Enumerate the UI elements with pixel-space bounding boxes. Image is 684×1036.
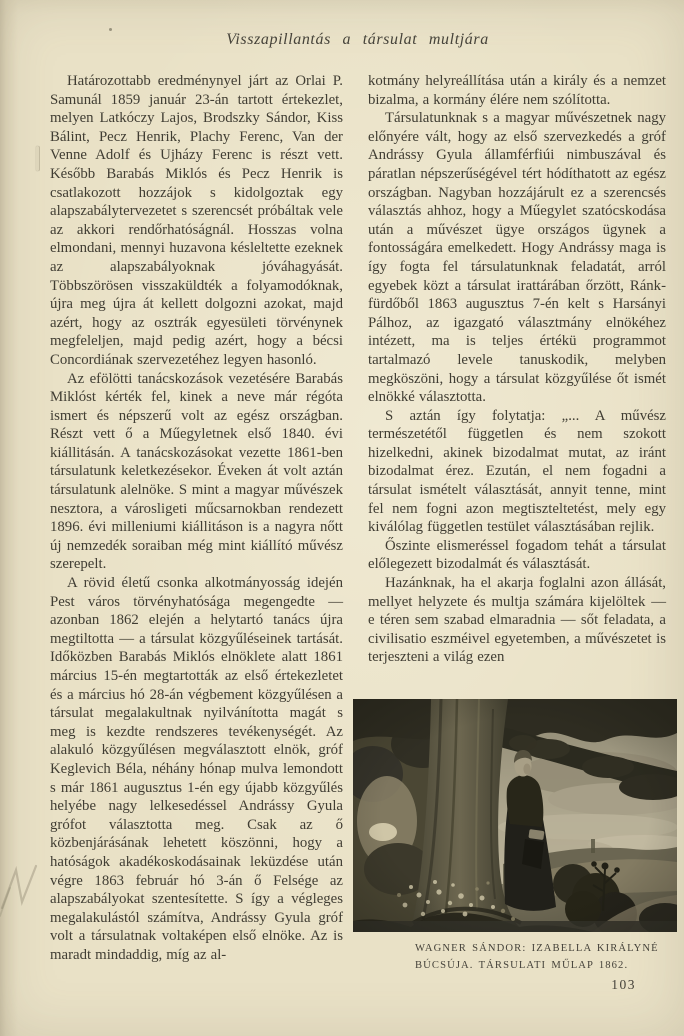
corner-pencil-mark	[0, 858, 42, 922]
paragraph: Társulatunknak s a magyar művészetnek nagy előnyére vált, hogy az első szervezkedés a gróf Andrássy Gyula államférfiúi nimbuszával és páratlan népszerűségével tért hódíthatott az egész országban. Nagyban hozzájárult ez a szerencsés választás ahhoz, hogy a Műegylet szatócskodása után a művészet ügye országos ügynek a fontosságára emelkedett. Hogy Andrássy maga is így fogta fel társulatunknak feladatát, arról egyebek közt a társulat irattárában őrzött, Ránk-fürdőből 1863 augusztus 7-én kelt s Harsányi Pálhoz, az igazgató választmány elnökéhez intézett, ma is teljes értékü programmot tartalmazó levele tanuskodik, melyben megköszöni, hogy a társulat közgyűlése őt ismét elnökké választotta.	[368, 110, 666, 406]
page-title: Visszapillantás a társulat multjára	[226, 31, 489, 48]
right-text-column	[368, 72, 666, 667]
page-number: 103	[611, 977, 636, 992]
figure-caption: WAGNER SÁNDOR: IZABELLA KIRÁLYNÉ BÚCSÚJA. TÁRSULATI MŰLAP 1862.	[415, 943, 659, 971]
ink-speck	[109, 28, 112, 31]
paragraph: S aztán így folytatja: „... A művész természetétől független és nem szokott hizelkedni, akinek bizodalmat mutat, az iránt bizodalmat érez. Ezután, el nem fogadni a társulat ismételt választását, annyit tenne, mint fel nem fogni azon megtiszteltetést, mely egy kiválólag független testület választásában rejlik.	[368, 407, 666, 536]
paragraph: Hazánknak, ha el akarja foglalni azon állását, mellyet helyzete és multja számára kijelöltek — e téren sem szabad elmaradnia — sőt feladata, a civilisatio eszméivel egyetemben, a művészetet is terjeszteni a világ ezen	[368, 575, 666, 666]
paragraph: Őszinte elismeréssel fogadom tehát a társulat előlegezett bizodalmát és választását.	[368, 537, 666, 573]
left-text-column	[50, 72, 343, 965]
paragraph: Határozottabb eredménynyel járt az Orlai P. Samunál 1859 január 23-án tartott értekezlet, melyen Latkóczy Lajos, Brodszky Sándor, Kiss Bálint, Pecz Henrik, Plachy Ferenc, Van der Venne Adolf és Ujházy Ferenc is részt vett. Később Barabás Miklós és Pecz Henrik is csatlakozott hozzájok s kidolgoztak egy alapszabálytervezetet s szerencsét próbáltak vele az akkori rendőrhatóságnál. Hosszas volna elmondani, mennyi huzavona késleltette ezeknek az alapszabályoknak jóváhagyását. Többszörösen visszaküldték a folyamodóknak, újra meg újra át kellett dolgozni azokat, majd azért, hogy az osztrák egyesületi törvénynek megfeleljen, majd pedig azért, hogy a bécsi Concordiának szervezetéhez legyen hasonló.	[50, 73, 343, 368]
paragraph: kotmány helyreállítása után a király és a nemzet bizalma, a kormány élére nem szólította.	[368, 73, 666, 108]
painting-izabella-farewell-image	[353, 699, 677, 932]
paragraph: Az efölötti tanácskozások vezetésére Barabás Miklóst kérték fel, kinek a neve már régóta ismert és népszerű volt az egész országban. Részt vett ő a Műegyletnek első 1840. évi kiállitásán. A tanácskozásokat vezette 1861-ben társulatunk keletkezésekor. Éveken át volt aztán társulatunk alelnöke. S mint a magyar művészek nesztora, a városligeti műcsarnokban rendezett 1896. évi milleniumi kiállitáson is a nagyra nőtt új nemzedék soraiban még mint kiállító művész szerepelt.	[50, 370, 343, 573]
margin-pencil-mark	[36, 146, 39, 171]
paragraph: A rövid életű csonka alkotmányosság idején Pest város törvényhatósága megengedte — azonban 1862 elején a helytartó tanács újra megtiltotta — a társulat közgyűléseinek tartását. Időközben Barabás Miklós elnöklete alatt 1861 március 15-én megtartották az első értekezletet és a március hó 28-án végbement közgyűlésen a társulat megalakultnak nyilvánította magát s meg is kezdte rendszeres tevékenységét. Az alakuló közgyűlésen megválasztott elnök, gróf Keglevich Béla, néhány hónap mulva lemondott s már 1861 augusztus 1-én egy újabb közgyűlés helyébe nagy lelkesedéssel Andrássy Gyula grófot választotta meg. Csak az ő közbenjárásának lehetett köszönni, hogy a hatóságok akadékoskodásainak leküzdése után végre 1863 február hó 3-án ő Felsége az alapszabályokat szentesítette. S így a végleges megalakulástól számítva, Andrássy Gyula gróf volt a társulatnak voltaképen első elnöke. Az is maradt mindaddig, míg az al-	[50, 575, 343, 963]
figure-plate	[353, 699, 677, 932]
